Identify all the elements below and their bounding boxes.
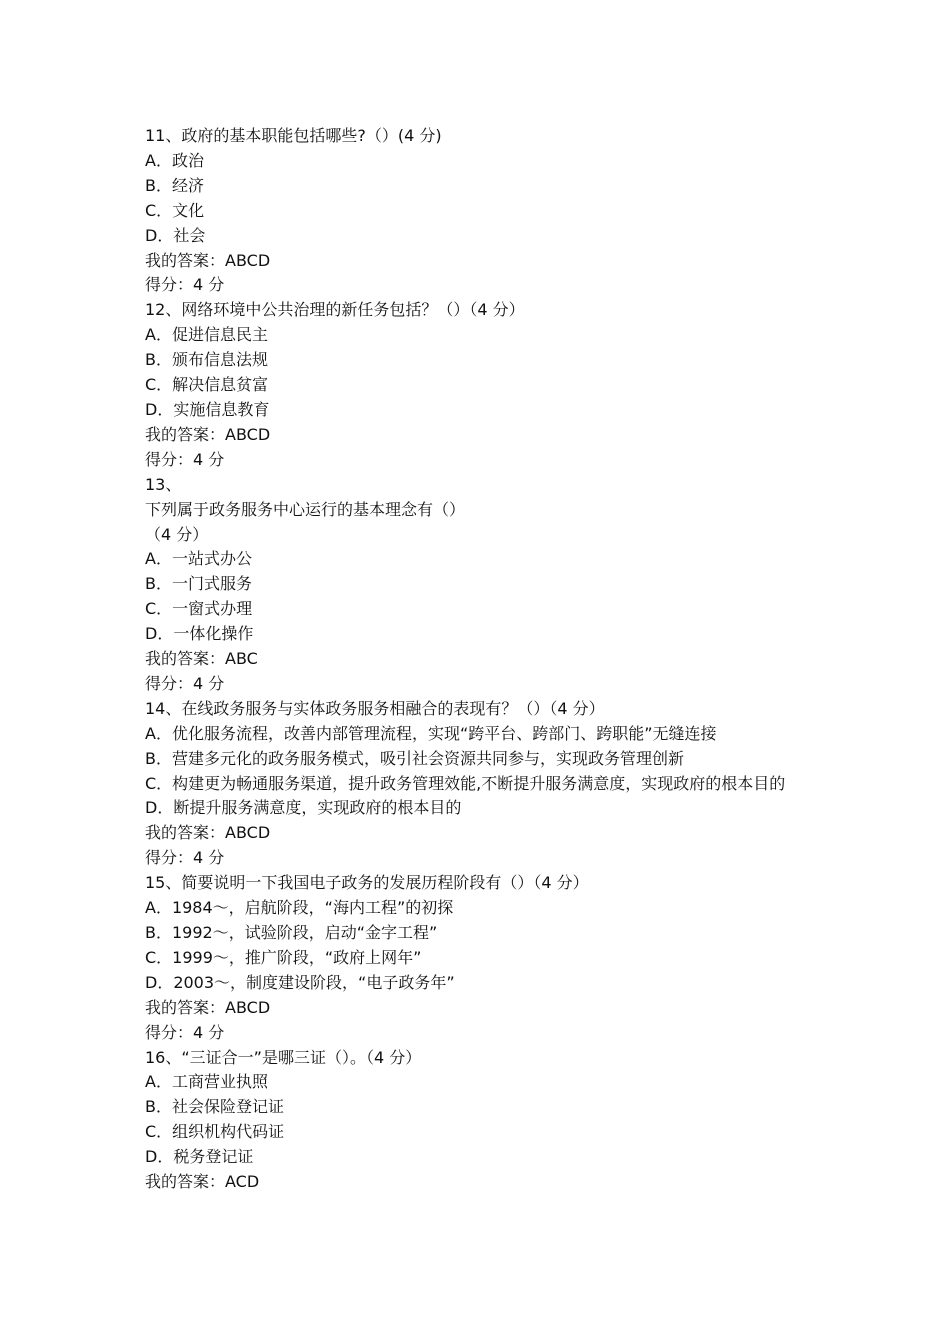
question-block (145, 473, 825, 697)
option-b: B．经济 (145, 175, 204, 195)
option-b: B．社会保险登记证 (145, 1097, 284, 1117)
option-d: D．社会 (145, 225, 206, 245)
question-block (145, 1046, 825, 1195)
option-a: A．促进信息民主 (145, 325, 268, 345)
option-c: C．构建更为畅通服务渠道，提升政务管理效能,不断提升服务满意度，实现政府的根本目的 (145, 773, 786, 793)
question-block (145, 298, 825, 472)
option-d: D．实施信息教育 (145, 399, 270, 419)
question-block (145, 871, 825, 1045)
question-title: 16、“三证合一”是哪三证（）。（4 分） (145, 1047, 422, 1067)
option-d: D．税务登记证 (145, 1147, 254, 1167)
question-title: 15、简要说明一下我国电子政务的发展历程阶段有（）（4 分） (145, 873, 589, 893)
option-b: B．颁布信息法规 (145, 350, 268, 370)
score: 得分：4 分 (145, 275, 225, 295)
option-c: C．解决信息贫富 (145, 375, 269, 395)
question-title: 下列属于政务服务中心运行的基本理念有（） (145, 499, 466, 519)
option-a: A．政治 (145, 150, 204, 170)
my-answer: 我的答案：ABCD (145, 997, 271, 1017)
my-answer: 我的答案：ACD (145, 1172, 260, 1192)
my-answer: 我的答案：ABCD (145, 250, 271, 270)
option-c: C．一窗式办理 (145, 599, 253, 619)
question-number: 13、 (145, 474, 182, 494)
option-d: D．一体化操作 (145, 624, 254, 644)
question-title: 14、在线政务服务与实体政务服务相融合的表现有？（）（4 分） (145, 698, 605, 718)
option-b: B．1992～，试验阶段，启动“金字工程” (145, 923, 438, 942)
question-title: 11、政府的基本职能包括哪些?（）(4 分) (145, 126, 442, 145)
option-c: C．组织机构代码证 (145, 1122, 285, 1142)
my-answer: 我的答案：ABCD (145, 424, 271, 444)
score: 得分：4 分 (145, 848, 225, 868)
option-c: C．1999～，推广阶段，“政府上网年” (145, 947, 422, 967)
question-title: 12、网络环境中公共治理的新任务包括？（）（4 分） (145, 300, 525, 320)
document-page (145, 124, 825, 1195)
option-a: A．一站式办公 (145, 549, 252, 569)
option-d: D．2003～，制度建设阶段，“电子政务年” (145, 972, 455, 992)
option-a: A．1984～，启航阶段，“海内工程”的初探 (145, 898, 454, 918)
option-b: B．营建多元化的政务服务模式，吸引社会资源共同参与，实现政务管理创新 (145, 748, 684, 768)
option-c: C．文化 (145, 200, 205, 220)
score: 得分：4 分 (145, 1022, 225, 1042)
question-points: （4 分） (145, 524, 209, 544)
score: 得分：4 分 (145, 673, 225, 693)
question-block (145, 697, 825, 871)
question-block (145, 124, 825, 298)
my-answer: 我的答案：ABCD (145, 823, 271, 843)
option-b: B．一门式服务 (145, 574, 252, 594)
option-d: D．断提升服务满意度，实现政府的根本目的 (145, 798, 462, 818)
option-a: A．优化服务流程，改善内部管理流程，实现“跨平台、跨部门、跨职能”无缝连接 (145, 723, 717, 743)
my-answer: 我的答案：ABC (145, 649, 258, 669)
option-a: A．工商营业执照 (145, 1072, 268, 1092)
score: 得分：4 分 (145, 449, 225, 469)
